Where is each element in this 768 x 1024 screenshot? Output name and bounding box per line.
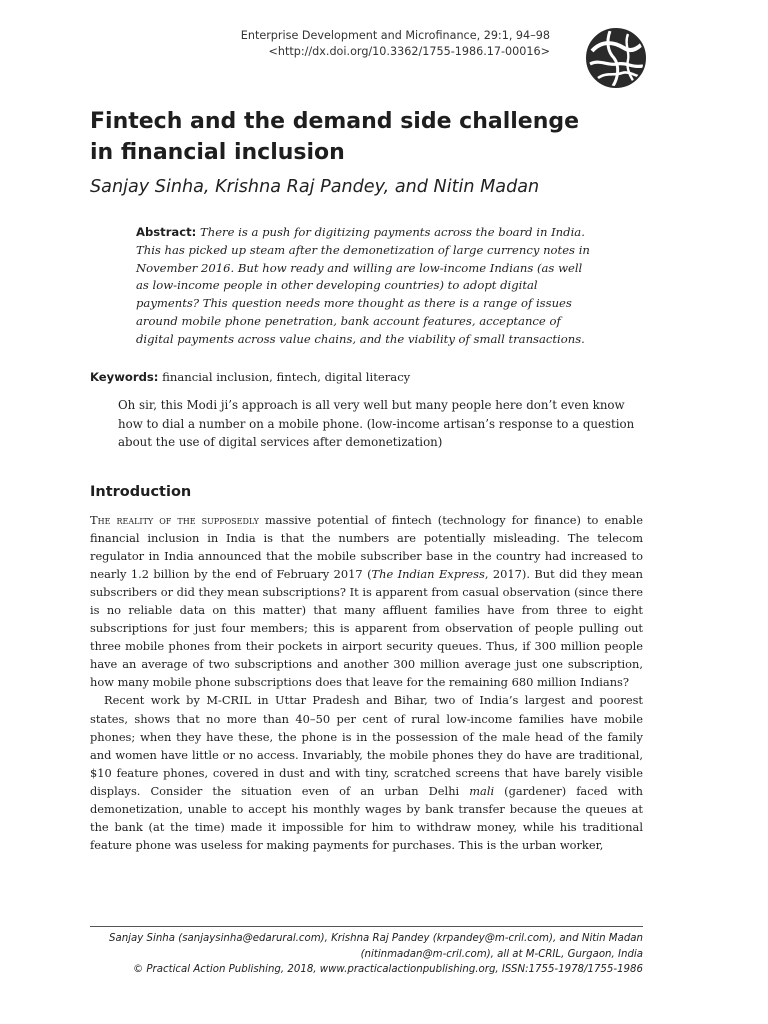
author-affiliation-footer [90,931,643,978]
keywords-label: Keywords: [90,370,159,384]
abstract-label: Abstract: [136,225,197,239]
title-line-1: Fintech and the demand side challenge [90,109,580,134]
article-title [90,106,650,168]
author-list: Sanjay Sinha, Krishna Raj Pandey, and Nitin Madan [90,177,540,197]
paragraph-text: (gardener) faced with demonetization, unable to accept his monthly wages by bank transfer because the queues at the bank (at the time) made it impossible for him to withdraw money, while his traditional feature phone was useless for making payments for purchases. This is the urban worker, [90,783,643,852]
opening-small-caps: The reality of the supposedly [90,513,259,527]
footer-line: (nitinmadan@m-cril.com), all at M-CRIL, Gurgaon, India [360,948,643,960]
abstract [136,224,598,349]
article-body [90,511,643,854]
journal-citation: Enterprise Development and Microfinance, 29:1, 94–98 [240,29,550,42]
italic-term: mali [469,783,495,798]
paragraph-text: , 2017). But did they mean subscribers or did they mean subscriptions? It is apparent from casual observation (since there is no reliable data on this matter) that many affluent families have from three to eight subscriptions for just four members; this is apparent from observation of people pulling out three mobile phones from their pockets in airport security queues. Thus, if 300 million people have an average of two subscriptions and another 300 million average just one subscription, how many mobile phone subscriptions does that leave for the remaining 680 million Indians? [90,567,643,690]
abstract-text: There is a push for digitizing payments across the board in India. This has picked up steam after the demonetization of large currency notes in November 2016. But how ready and willing are low-income Indians (as well as low-income people in other developing countries) to adopt digital payments? This question needs more thought as there is a range of issues around mobile phone penetration, bank account features, acceptance of digital payments across value chains, and the viability of small transactions. [136,225,590,346]
body-paragraph [90,691,643,853]
title-line-2: in financial inclusion [90,140,345,165]
citation-source: The Indian Express [371,567,485,582]
epigraph-quote: Oh sir, this Modi ji’s approach is all very well but many people here don’t even know how to dial a number on a mobile phone. (low-income artisan’s response to a question about the use of digital services after demonetization) [118,398,635,449]
footer-divider [90,926,643,927]
paragraph-text: massive potential of fintech (technology for finance) to enable financial inclusion in India is that the numbers are potentially misleading. The telecom regulator in India announced that the mobile subscriber base in the country had increased to nearly 1.2 billion by the end of February 2017 ( [90,513,643,582]
section-heading-introduction: Introduction [90,484,192,500]
journal-header [241,28,550,60]
practical-action-globe-icon [584,26,648,90]
copyright-line: © Practical Action Publishing, 2018, www.practicalactionpublishing.org, ISSN:1755-1978/1755-1986 [132,964,643,975]
keywords [90,368,650,386]
keywords-text: financial inclusion, fintech, digital literacy [162,370,411,384]
footer-line: Sanjay Sinha (sanjaysinha@edarural.com), Krishna Raj Pandey (krpandey@m-cril.com), and Nitin Madan [109,933,643,944]
body-paragraph [90,511,643,691]
paragraph-text: Recent work by M-CRIL in Uttar Pradesh and Bihar, two of India’s largest and poorest states, shows that no more than 40–50 per cent of rural low-income families have mobile phones; when they have these, the phone is in the possession of the male head of the family and women have little or no access. Invariably, the mobile phones they do have are traditional, $10 feature phones, covered in dust and with tiny, scratched screens that have barely visible displays. Consider the situation even of an urban Delhi [90,693,643,798]
journal-doi[interactable]: <http://dx.doi.org/10.3362/1755-1986.17-00016> [268,45,550,58]
